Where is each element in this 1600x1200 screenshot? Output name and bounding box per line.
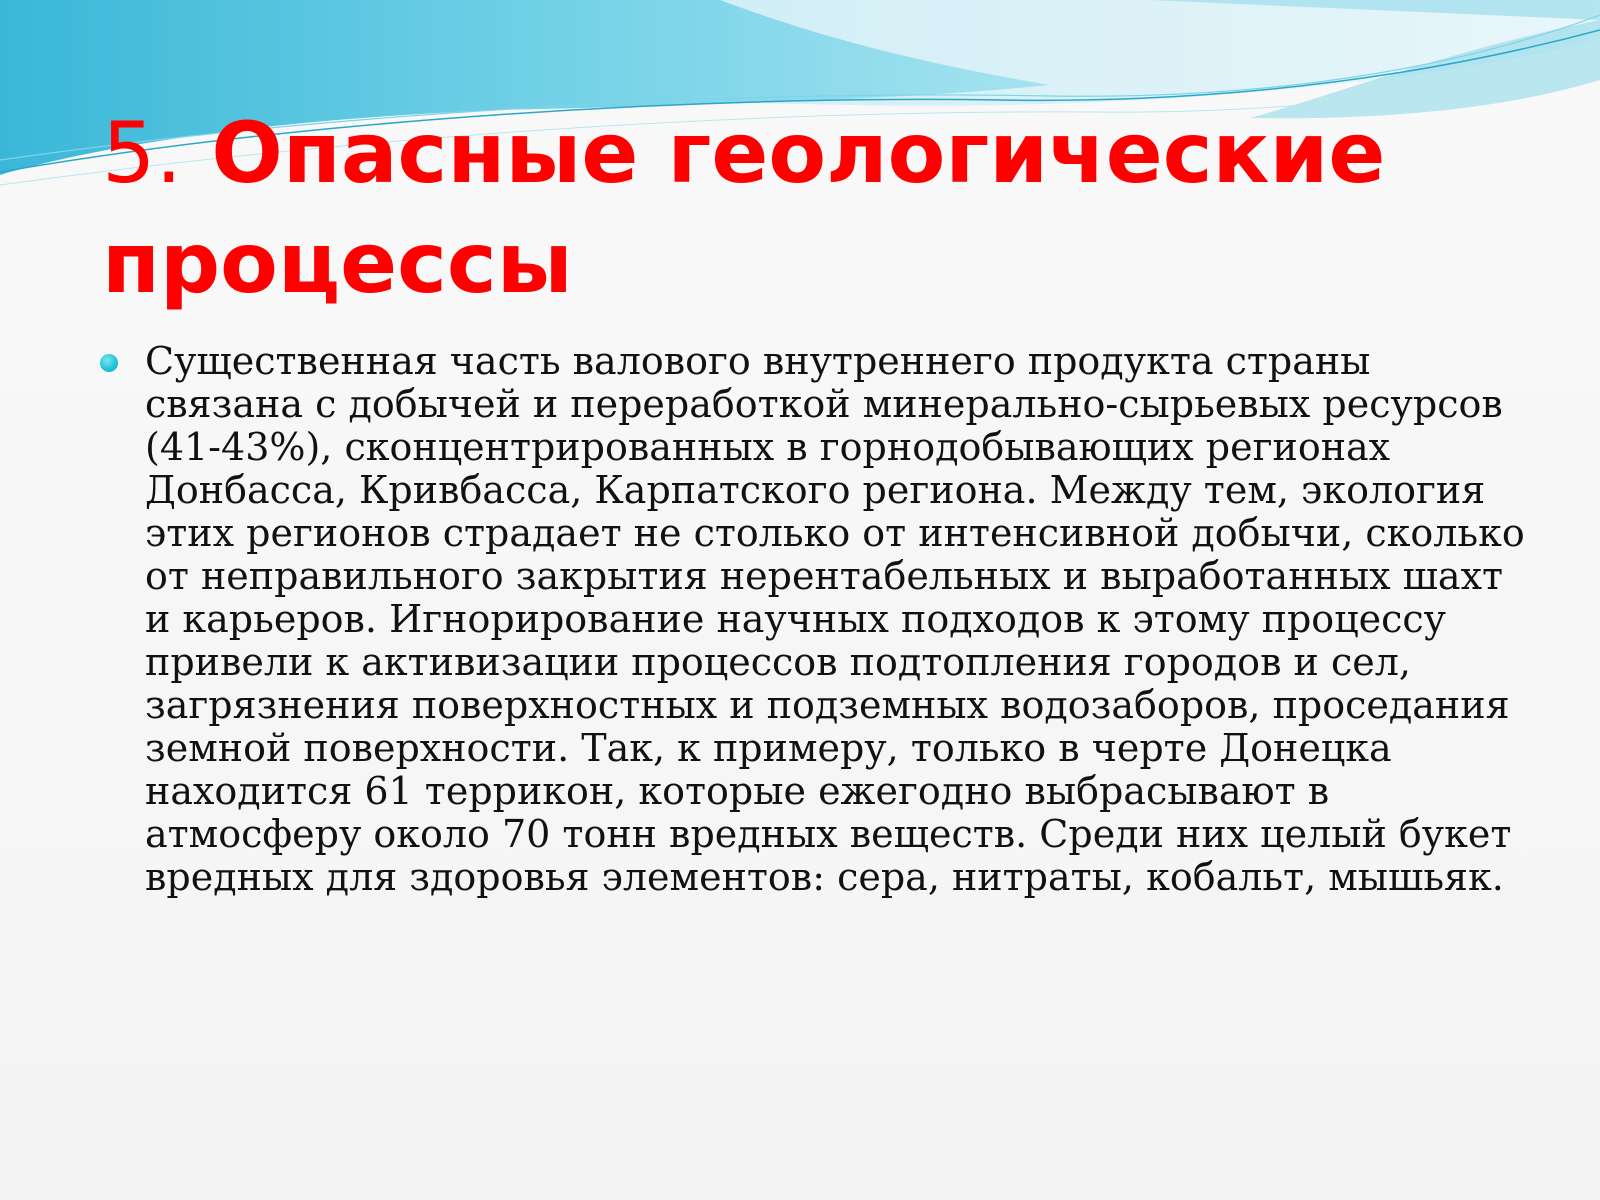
bullet-item xyxy=(100,340,1540,899)
slide-title xyxy=(102,98,1522,318)
title-text: Опасные геологические процессы xyxy=(102,104,1386,312)
title-number: 5. xyxy=(102,104,183,202)
bullet-list xyxy=(100,340,1540,899)
bullet-dot-icon xyxy=(100,354,118,372)
bullet-text: Существенная часть валового внутреннего продукта страны связана с добычей и переработкой минерально-сырьевых ресурсов (41-43%), сконцентрированных в горнодобывающих регионах Донбасса, Кривбасса, Карпатского региона. Между тем, экология этих регионов страдает не столько от интенсивной добычи, сколько от неправильного закрытия нерентабельных и выработанных шахт и карьеров. Игнорирование научных подходов к этому процессу привели к активизации процессов подтопления городов и сел, загрязнения поверхностных и подземных водозаборов, проседания земной поверхности. Так, к примеру, только в черте Донецка находится 61 террикон, которые ежегодно выбрасывают в атмосферу около 70 тонн вредных веществ. Среди них целый букет вредных для здоровья элементов: сера, нитраты, кобальт, мышьяк. xyxy=(145,339,1525,899)
